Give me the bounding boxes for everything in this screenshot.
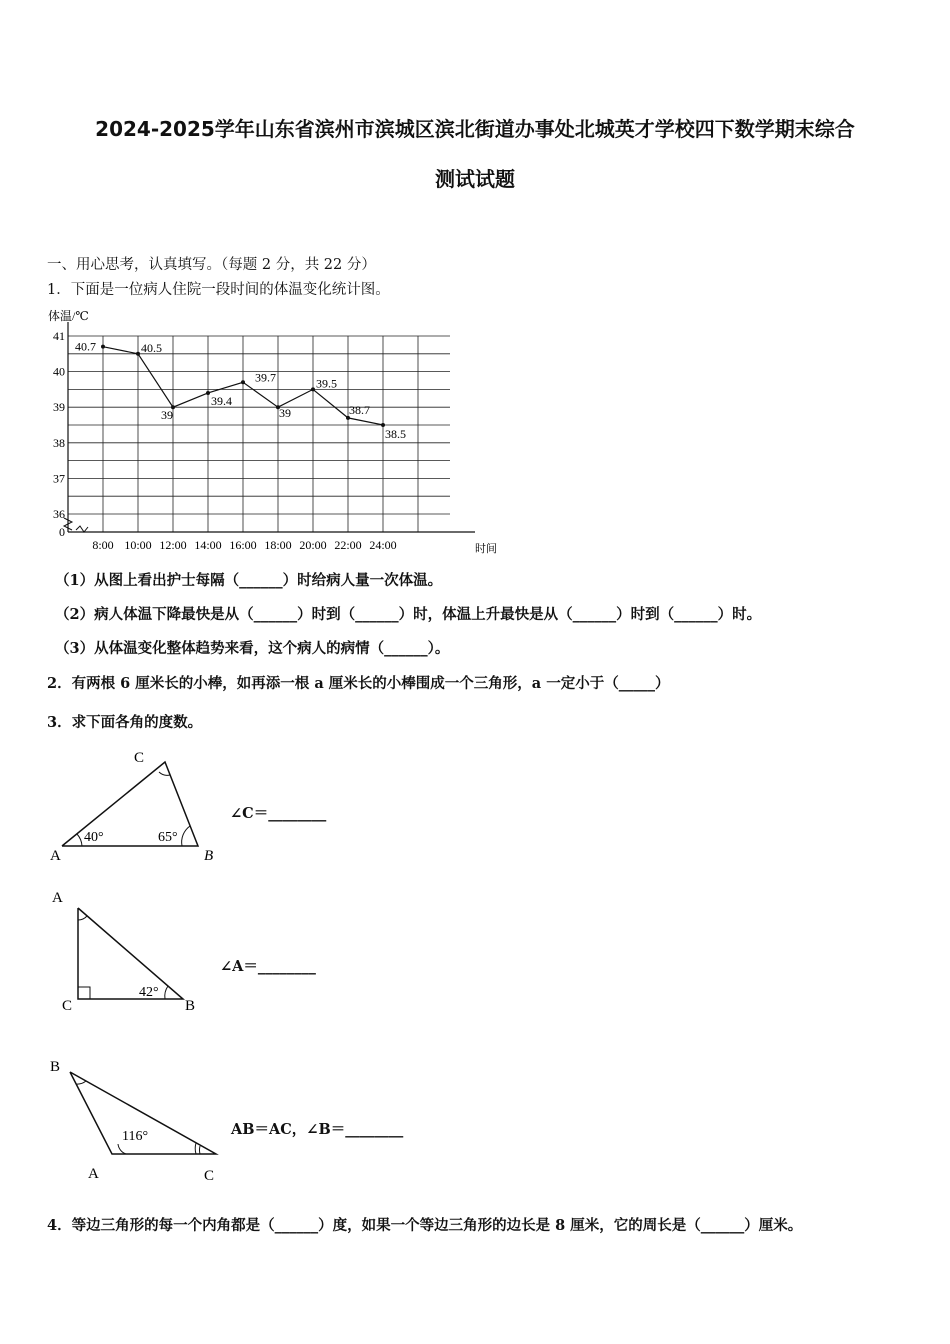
tri2-angle-b: 42° [139, 985, 159, 1000]
x-tick-label: 16:00 [229, 538, 257, 552]
data-label: 38.5 [385, 427, 406, 441]
tri1-answer: ∠C＝________ [230, 805, 327, 822]
temperature-line-chart [40, 300, 497, 560]
axis-break [64, 518, 72, 530]
tri1-vertex-a: A [50, 848, 61, 864]
tri3-answer: AB＝AC，∠B＝________ [231, 1121, 404, 1138]
tri3-vertex-a: A [88, 1166, 99, 1182]
y-tick-label: 40 [53, 364, 65, 379]
question-1-part-1: （1）从图上看出护士每隔（______）时给病人量一次体温。 [55, 572, 443, 589]
tri2-vertex-c: C [62, 998, 73, 1014]
x-tick-label: 24:00 [369, 538, 397, 552]
x-tick-label: 18:00 [264, 538, 292, 552]
tri1-angle-b: 65° [158, 830, 178, 845]
tri1-vertex-c: C [134, 750, 145, 766]
y-axis-label: 体温/℃ [48, 309, 89, 323]
section-heading: 一、用心思考，认真填写。（每题 2 分，共 22 分） [47, 257, 376, 273]
data-label: 38.7 [349, 402, 370, 417]
data-point [136, 352, 140, 356]
x-tick-label: 10:00 [124, 538, 152, 552]
y-tick-label: 36 [53, 507, 65, 521]
y-tick-label: 0 [59, 525, 65, 539]
x-tick-label: 12:00 [159, 538, 187, 552]
page-title-line1: 2024-2025学年山东省滨州市滨城区滨北街道办事处北城英才学校四下数学期末综合 [95, 117, 855, 141]
y-tick-label: 39 [53, 400, 65, 415]
data-label: 39 [279, 406, 291, 421]
x-tick-label: 22:00 [334, 538, 362, 552]
x-tick-label: 8:00 [92, 538, 114, 552]
y-tick-label: 38 [53, 435, 65, 450]
tri3-angle-a: 116° [122, 1129, 149, 1144]
triangle-3-figure [40, 1050, 240, 1190]
data-label: 39.4 [211, 393, 232, 408]
tri1-vertex-b: B [204, 848, 214, 864]
data-label: 39 [161, 408, 173, 423]
data-point [241, 380, 245, 384]
data-label: 40.5 [141, 340, 162, 355]
axis-break [76, 526, 88, 532]
tri2-vertex-b: B [185, 998, 196, 1014]
question-4: 4．等边三角形的每一个内角都是（______）度，如果一个等边三角形的边长是 8 厘米，它的周长是（______）厘米。 [47, 1217, 803, 1234]
tri3-vertex-b: B [50, 1059, 61, 1075]
tri1-angle-a: 40° [84, 830, 104, 845]
triangle-1-figure [40, 740, 240, 870]
x-axis-label: 时间 [475, 543, 497, 555]
page-title-line2: 测试试题 [435, 167, 515, 191]
question-1-part-3: （3）从体温变化整体趋势来看，这个病人的病情（______）。 [55, 640, 450, 657]
triangle-2-figure [40, 880, 240, 1020]
tri3-vertex-c: C [204, 1168, 215, 1184]
question-3: 3．求下面各角的度数。 [47, 714, 203, 731]
question-2: 2．有两根 6 厘米长的小棒，如再添一根 a 厘米长的小棒围成一个三角形，a 一定小于（_____） [47, 675, 670, 692]
question-1: 1．下面是一位病人住院一段时间的体温变化统计图。 [47, 282, 390, 298]
tri2-vertex-a: A [52, 890, 63, 906]
question-1-part-2: （2）病人体温下降最快是从（______）时到（______）时，体温上升最快是从（______）时到（______）时。 [55, 606, 762, 623]
y-tick-label: 41 [53, 329, 65, 343]
data-point [311, 387, 315, 391]
data-point [101, 345, 105, 349]
data-label: 39.5 [316, 376, 337, 391]
data-label: 39.7 [255, 370, 276, 385]
tri2-answer: ∠A＝________ [220, 958, 316, 975]
x-tick-label: 14:00 [194, 538, 222, 552]
y-tick-label: 37 [53, 471, 65, 486]
data-label: 40.7 [75, 339, 96, 354]
x-tick-label: 20:00 [299, 538, 327, 552]
data-point [206, 391, 210, 395]
